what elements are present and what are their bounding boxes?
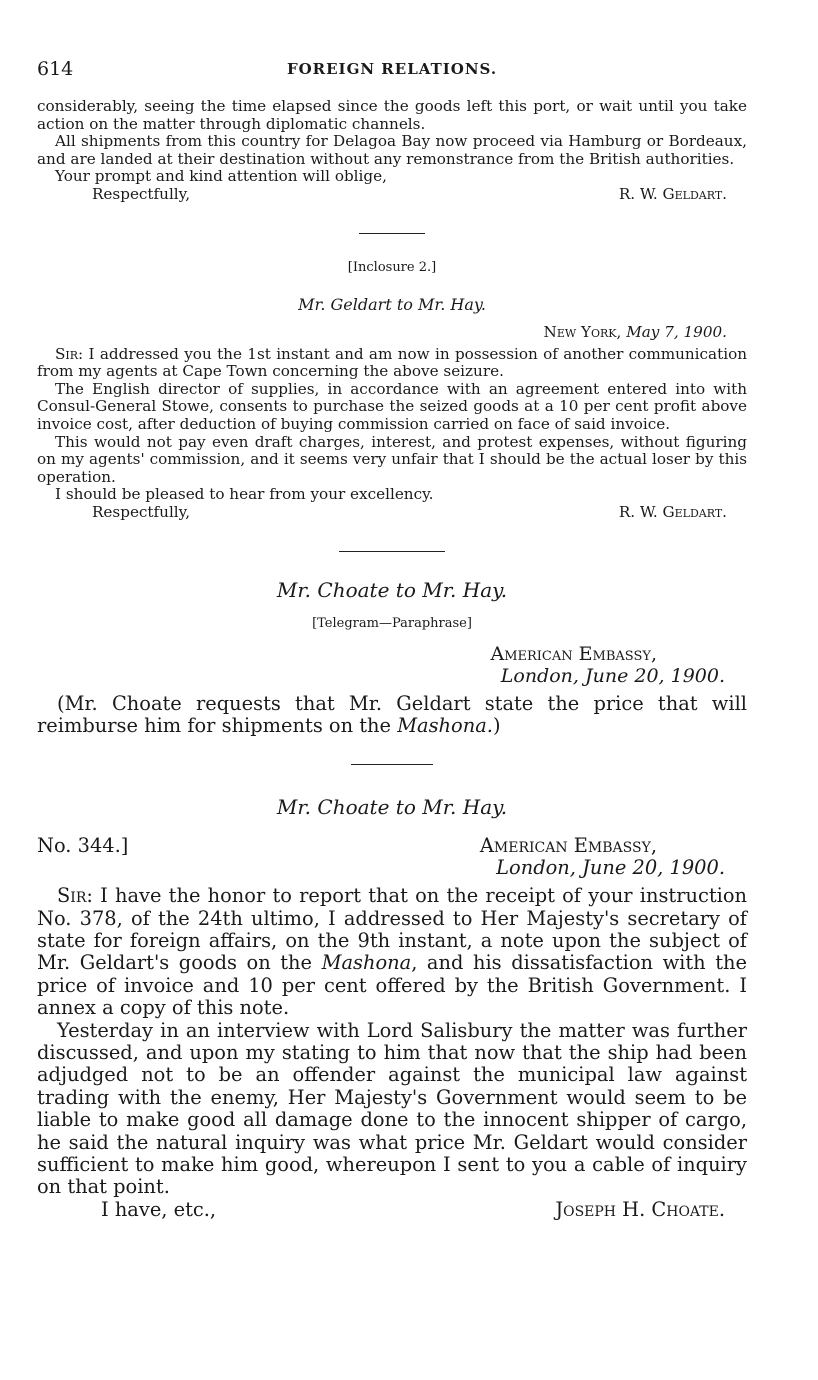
date: London, June 20, 1900. (496, 855, 725, 879)
paragraph-text: I have the honor to report that on the receipt of your instruction No. 378, of the 24th ultimo, I addressed to Her Majesty's secretary of state for foreign affairs, on the 9th instant, a note upon the subject of Mr. Geldart's goods on the (37, 884, 747, 975)
paragraph: Your prompt and kind attention will oblige, (55, 167, 387, 186)
paragraph-text: ) (492, 714, 501, 738)
paragraph-text: (Mr. Choate requests that Mr. Geldart state the price that will reimburse him for shipments on the (37, 691, 747, 738)
paragraph: I should be pleased to hear from your excellency. (55, 485, 434, 504)
paragraph: The English director of supplies, in accordance with an agreement entered into with Consul-General Stowe, consents to purchase the seized goods at a 10 per cent profit above invoice cost, after deduction of buying commission carried on face of said invoice. (37, 379, 747, 433)
letter-heading (37, 835, 747, 857)
telegram (37, 578, 747, 738)
paragraph (37, 346, 747, 381)
ship-name: Mashona (321, 951, 412, 975)
letter-number: No. 344.] (37, 833, 129, 857)
page-header (37, 58, 747, 82)
paragraph: All shipments from this country for Delagoa Bay now proceed via Hamburg or Bordeaux, and are landed at their destination without any remonstrance from the British authorities. (37, 132, 747, 168)
inclosure-2 (37, 260, 747, 523)
signature: R. W. Geldart. (618, 502, 727, 521)
telegram-label: [Telegram—Paraphrase] (312, 615, 472, 631)
closing: I have, etc., (101, 1197, 217, 1221)
date: London, June 20, 1900. (500, 664, 725, 687)
paragraph: This would not pay even draft charges, interest, and protest expenses, without figuring on my agents' commission, and it seems very unfair that I should be the actual loser by this operation. (37, 432, 747, 486)
inclosure-label: [Inclosure 2.] (347, 259, 437, 275)
dateline (37, 324, 747, 342)
paragraph-text: , and his dissatisfaction with the price of invoice and 10 per cent offered by the British Government. I annex a copy of this note. (37, 951, 747, 1020)
paragraph-text: I addressed you the 1st instant and am now in possession of another communication from my agents at Cape Town concerning the above seizure. (37, 344, 747, 381)
page-number: 614 (37, 58, 74, 80)
signature: R. W. Geldart. (618, 184, 727, 203)
closing: Respectfully, (92, 502, 191, 521)
letter-title: Mr. Geldart to Mr. Hay. (298, 294, 486, 314)
salutation: Sir: (57, 884, 93, 908)
paragraph: Yesterday in an interview with Lord Salisbury the matter was further discussed, and upon my stating to him that now that the ship had been adjudged not to be an offender against the municipal law against trading with the enemy, Her Majesty's Government would seem to be liable to make good all damage done to the innocent shipper of cargo, he said the natural inquiry was what price Mr. Geldart would consider sufficient to make him good, whereupon I sent to you a cable of inquiry on that point. (37, 1018, 747, 1199)
letter-title: Mr. Choate to Mr. Hay. (276, 794, 508, 819)
signature: Joseph H. Choate. (555, 1197, 725, 1221)
signature-line (37, 504, 747, 523)
running-head: FOREIGN RELATIONS. (286, 60, 498, 78)
document-page (37, 58, 747, 1221)
letter-title: Mr. Choate to Mr. Hay. (276, 577, 508, 602)
signature-line (37, 1199, 747, 1221)
section-divider (359, 233, 425, 234)
place: New York, (543, 322, 622, 341)
ship-name: Mashona. (397, 714, 493, 738)
place: American Embassy, (490, 642, 657, 665)
letter-continuation (37, 98, 747, 205)
paragraph (37, 693, 747, 738)
paragraph: considerably, seeing the time elapsed since the goods left this port, or wait until you take action on the matter through diplomatic channels. (37, 97, 747, 133)
letter-344 (37, 795, 747, 1221)
section-divider (351, 764, 433, 765)
paragraph (37, 885, 747, 1019)
place: American Embassy, (479, 833, 657, 857)
salutation: Sir: (55, 344, 84, 363)
date: May 7, 1900. (626, 322, 727, 341)
section-divider (339, 551, 445, 552)
closing: Respectfully, (92, 184, 191, 203)
signature-line (37, 186, 747, 205)
